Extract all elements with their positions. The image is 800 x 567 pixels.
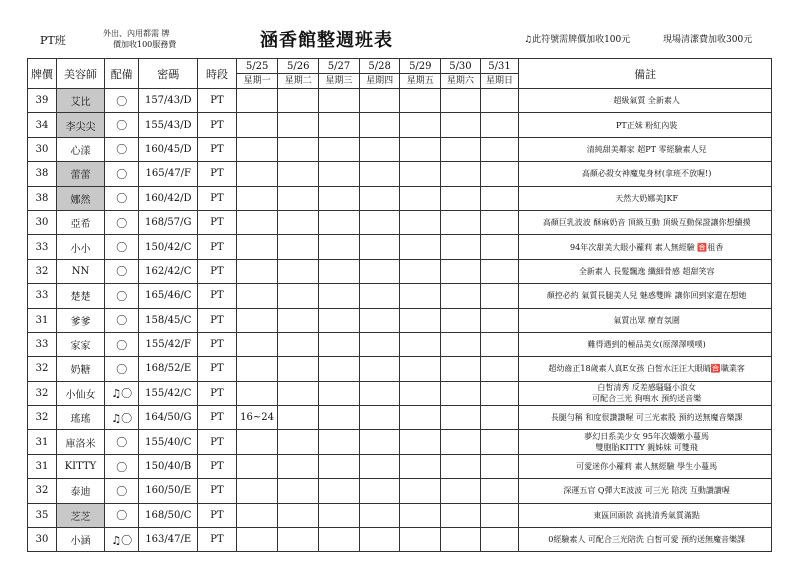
day-schedule-cell [236,89,278,113]
music-symbol-note: ♫此符號需牌價加收100元 [524,35,631,45]
day-schedule-cell [480,308,519,332]
price-cell: 30 [28,528,57,552]
day-schedule-cell [480,528,519,552]
day-schedule-cell [480,210,519,234]
table-row [28,332,772,356]
code-cell: 165/47/F [139,162,198,186]
day-schedule-cell [319,454,360,478]
day-schedule-cell [359,430,400,454]
table-header [28,59,772,89]
match-icon-cell: 〇 [105,430,139,454]
day-schedule-cell [480,259,519,283]
day-schedule-cell [278,406,319,430]
cleaning-fee-note: 現場清潔費加收300元 [663,35,753,45]
slot-cell: PT [198,113,237,137]
day-schedule-cell [278,210,319,234]
stylist-name-cell: 芝芝 [56,503,104,527]
day-schedule-cell [319,113,360,137]
slot-cell: PT [198,284,237,308]
slot-cell: PT [198,528,237,552]
day-schedule-cell [400,454,441,478]
day-schedule-cell [319,332,360,356]
day-schedule-cell [480,186,519,210]
remark-cell: 顏控必約 氣質長腿美人兒 魅惑雙眸 讓你回到家還在想她 [519,284,772,308]
match-icon-cell: ♫〇 [105,406,139,430]
day-schedule-cell [236,162,278,186]
day-schedule-cell [359,89,400,113]
day-schedule-cell [236,503,278,527]
match-icon-cell: 〇 [105,235,139,259]
day-schedule-cell [319,235,360,259]
day-schedule-cell [480,332,519,356]
col-match: 配備 [105,59,139,89]
day-schedule-cell [236,357,278,381]
day-schedule-cell [480,454,519,478]
day-schedule-cell [359,454,400,478]
day-schedule-cell [278,430,319,454]
day-schedule-cell [359,528,400,552]
service-fee-note-line1: 外出、內用都需 牌 [103,29,170,38]
remark-cell: 高顏必殺女神魔鬼身材(拿班不放喔!) [519,162,772,186]
day-date-header: 5/28 [359,59,400,74]
day-date-header: 5/26 [278,59,319,74]
price-cell: 31 [28,430,57,454]
day-schedule-cell [236,479,278,503]
day-schedule-cell [400,210,441,234]
price-cell: 35 [28,503,57,527]
match-icon-cell: ♫〇 [105,381,139,405]
day-schedule-cell [441,503,481,527]
match-icon-cell: 〇 [105,479,139,503]
day-schedule-cell [236,210,278,234]
day-schedule-cell [319,503,360,527]
day-schedule-cell [400,479,441,503]
table-row [28,503,772,527]
day-schedule-cell [319,479,360,503]
table-row [28,357,772,381]
day-schedule-cell [441,186,481,210]
price-cell: 32 [28,406,57,430]
match-icon-cell: 〇 [105,89,139,113]
day-schedule-cell [236,454,278,478]
day-schedule-cell [480,479,519,503]
day-schedule-cell [359,406,400,430]
day-date-header: 5/25 [236,59,278,74]
col-slot: 時段 [198,59,237,89]
day-schedule-cell [400,186,441,210]
table-row [28,113,772,137]
day-schedule-cell [278,357,319,381]
code-cell: 163/47/E [139,528,198,552]
remark-cell: 白皙清秀 反差感騷騷小浪女 可配合三光 狗鳴水 預約送音樂 [519,381,772,405]
day-schedule-cell [236,113,278,137]
stylist-name-cell: 泰迪 [56,479,104,503]
match-icon-cell: 〇 [105,259,139,283]
table-row [28,381,772,405]
stylist-name-cell: 亞希 [56,210,104,234]
day-schedule-cell [359,284,400,308]
remark-cell: 難得遇到的極品美女(原澤澤噗噗) [519,332,772,356]
match-icon-cell: 〇 [105,454,139,478]
stylist-name-cell: 庫洛米 [56,430,104,454]
day-schedule-cell [480,284,519,308]
day-schedule-cell [441,162,481,186]
day-schedule-cell [236,259,278,283]
slot-cell: PT [198,186,237,210]
day-schedule-cell [359,503,400,527]
day-schedule-cell [359,137,400,161]
stylist-name-cell: 爹爹 [56,308,104,332]
code-cell: 160/42/D [139,186,198,210]
day-schedule-cell [278,528,319,552]
day-schedule-cell [236,308,278,332]
day-schedule-cell [319,430,360,454]
day-schedule-cell [319,210,360,234]
match-icon-cell: 〇 [105,284,139,308]
stylist-name-cell: 艾比 [56,89,104,113]
code-cell: 160/50/E [139,479,198,503]
match-icon-cell: 〇 [105,113,139,137]
code-cell: 155/43/D [139,113,198,137]
day-schedule-cell [319,406,360,430]
price-cell: 38 [28,186,57,210]
day-schedule-cell [319,528,360,552]
slot-cell: PT [198,259,237,283]
table-row [28,479,772,503]
stylist-name-cell: 楚楚 [56,284,104,308]
stylist-name-cell: 奶糖 [56,357,104,381]
code-cell: 150/40/B [139,454,198,478]
day-schedule-cell [278,332,319,356]
day-weekday-header: 星期二 [278,74,319,89]
day-schedule-cell [359,235,400,259]
day-schedule-cell [319,357,360,381]
stylist-name-cell: 瑤瑤 [56,406,104,430]
day-schedule-cell [359,479,400,503]
price-cell: 31 [28,454,57,478]
day-schedule-cell [441,479,481,503]
stylist-name-cell: 蕾蕾 [56,162,104,186]
price-cell: 34 [28,113,57,137]
day-date-header: 5/31 [480,59,519,74]
code-cell: 155/42/F [139,332,198,356]
slot-cell: PT [198,503,237,527]
code-cell: 155/42/C [139,381,198,405]
day-schedule-cell [400,284,441,308]
code-cell: 168/50/C [139,503,198,527]
day-schedule-cell [441,284,481,308]
table-row [28,186,772,210]
match-icon-cell: 〇 [105,332,139,356]
day-schedule-cell [441,430,481,454]
price-cell: 32 [28,259,57,283]
table-body [28,89,772,552]
price-cell: 39 [28,89,57,113]
code-cell: 162/42/C [139,259,198,283]
day-schedule-cell [400,357,441,381]
match-icon-cell: 〇 [105,162,139,186]
day-schedule-cell [441,259,481,283]
slot-cell: PT [198,430,237,454]
service-fee-note [103,28,176,50]
price-cell: 32 [28,357,57,381]
price-cell: 33 [28,235,57,259]
day-schedule-cell [480,113,519,137]
day-schedule-cell [319,186,360,210]
day-schedule-cell [319,308,360,332]
day-schedule-cell [359,186,400,210]
stylist-name-cell: 心漾 [56,137,104,161]
day-schedule-cell [441,210,481,234]
slot-cell: PT [198,210,237,234]
code-cell: 165/46/C [139,284,198,308]
day-schedule-cell [400,406,441,430]
day-schedule-cell [359,332,400,356]
day-weekday-header: 星期六 [441,74,481,89]
table-row [28,528,772,552]
day-schedule-cell [278,454,319,478]
remark-cell: 夢幻日系美少女 95年次嬌嫩小蔓馬 雙胞胎KITTY 親姊妹 可雙飛 [519,430,772,454]
price-cell: 32 [28,479,57,503]
slot-cell: PT [198,381,237,405]
day-schedule-cell [400,89,441,113]
table-row [28,430,772,454]
day-date-header: 5/30 [441,59,481,74]
match-icon-cell: 〇 [105,210,139,234]
col-code: 密碼 [139,59,198,89]
slot-cell: PT [198,235,237,259]
day-schedule-cell [480,162,519,186]
remark-cell: 天然大奶娜美JKF [519,186,772,210]
day-schedule-cell [359,381,400,405]
day-schedule-cell [278,308,319,332]
table-row [28,210,772,234]
code-cell: 150/42/C [139,235,198,259]
code-cell: 164/50/G [139,406,198,430]
day-schedule-cell [236,332,278,356]
day-schedule-cell [278,89,319,113]
remark-cell: 全新素人 長髮飄逸 纖細骨感 超甜笑容 [519,259,772,283]
match-icon-cell: 〇 [105,186,139,210]
stylist-name-cell: 家家 [56,332,104,356]
table-row [28,162,772,186]
col-remark: 備註 [519,59,772,89]
day-schedule-cell [400,259,441,283]
day-schedule-cell [278,503,319,527]
day-schedule-cell [441,137,481,161]
day-schedule-cell [236,137,278,161]
price-cell: 33 [28,284,57,308]
day-schedule-cell [278,162,319,186]
match-icon-cell: 〇 [105,308,139,332]
remark-cell: 0經驗素人 可配合三光陪洗 白皙可愛 預約送無魔音樂課 [519,528,772,552]
day-schedule-cell [278,186,319,210]
day-schedule-cell [319,162,360,186]
day-schedule-cell [400,332,441,356]
day-schedule-cell [480,430,519,454]
page-header [0,0,800,58]
day-schedule-cell [400,528,441,552]
stylist-name-cell: NN [56,259,104,283]
remark-cell: 94年次甜美大眼小蘿莉 素人無經驗 🈴租香 [519,235,772,259]
day-schedule-cell [441,381,481,405]
day-schedule-cell [480,89,519,113]
match-icon-cell: 〇 [105,503,139,527]
service-fee-note-line2: 價加收100服務費 [113,40,177,49]
day-schedule-cell [441,332,481,356]
day-schedule-cell [319,381,360,405]
slot-cell: PT [198,162,237,186]
day-schedule-cell [441,113,481,137]
day-schedule-cell [400,503,441,527]
day-schedule-cell [236,235,278,259]
remark-cell: PT正妹 粉紅內裝 [519,113,772,137]
day-schedule-cell: 16~24 [236,406,278,430]
day-weekday-header: 星期四 [359,74,400,89]
price-cell: 33 [28,332,57,356]
table-row [28,137,772,161]
col-stylist: 美容師 [56,59,104,89]
day-schedule-cell [480,406,519,430]
remark-cell: 長腿勻稱 和度很讚讚喔 可三光素股 預約送無魔音樂課 [519,406,772,430]
day-schedule-cell [441,454,481,478]
match-icon-cell: ♫〇 [105,528,139,552]
day-schedule-cell [278,235,319,259]
day-weekday-header: 星期五 [400,74,441,89]
day-schedule-cell [236,528,278,552]
day-schedule-cell [278,137,319,161]
day-schedule-cell [278,113,319,137]
stylist-name-cell: 李尖尖 [56,113,104,137]
col-price: 牌價 [28,59,57,89]
day-schedule-cell [480,137,519,161]
remark-cell: 超幼齒正18歲素人真E女孩 白皙水汪汪大眼睛🈴職業客 [519,357,772,381]
table-row [28,89,772,113]
day-schedule-cell [441,357,481,381]
table-row [28,259,772,283]
day-schedule-cell [278,479,319,503]
weekly-schedule-table [27,58,772,552]
slot-cell: PT [198,406,237,430]
stylist-name-cell: KITTY [56,454,104,478]
stylist-name-cell: 小涵 [56,528,104,552]
remark-cell: 深運五官 Q彈大E波波 可三光 陪洗 互動讚讚喔 [519,479,772,503]
day-schedule-cell [278,284,319,308]
code-cell: 155/40/C [139,430,198,454]
table-row [28,406,772,430]
stylist-name-cell: 娜然 [56,186,104,210]
day-schedule-cell [319,284,360,308]
day-schedule-cell [400,308,441,332]
day-schedule-cell [236,430,278,454]
day-schedule-cell [359,357,400,381]
slot-cell: PT [198,454,237,478]
day-date-header: 5/29 [400,59,441,74]
remark-cell: 高顏巨乳波波 酥麻奶音 頂級互動 頂級互動保證讓你想續摸 [519,210,772,234]
remark-cell: 可愛迷你小蘿莉 素人無經驗 學生小蔓馬 [519,454,772,478]
match-icon-cell: 〇 [105,357,139,381]
day-schedule-cell [480,503,519,527]
day-schedule-cell [400,381,441,405]
day-schedule-cell [400,162,441,186]
day-schedule-cell [278,381,319,405]
day-schedule-cell [359,259,400,283]
code-cell: 168/57/G [139,210,198,234]
page-title: 涵香館整週班表 [260,30,393,51]
day-schedule-cell [400,137,441,161]
day-schedule-cell [359,210,400,234]
slot-cell: PT [198,479,237,503]
table-row [28,235,772,259]
stylist-name-cell: 小仙女 [56,381,104,405]
price-cell: 31 [28,308,57,332]
slot-cell: PT [198,357,237,381]
price-cell: 30 [28,210,57,234]
day-schedule-cell [359,162,400,186]
code-cell: 158/45/C [139,308,198,332]
day-weekday-header: 星期三 [319,74,360,89]
day-schedule-cell [480,381,519,405]
code-cell: 160/45/D [139,137,198,161]
code-cell: 157/43/D [139,89,198,113]
day-schedule-cell [400,430,441,454]
day-schedule-cell [278,259,319,283]
remark-cell: 清純甜美鄰家 超PT 零經驗素人兒 [519,137,772,161]
day-date-header: 5/27 [319,59,360,74]
match-icon-cell: 〇 [105,137,139,161]
price-cell: 32 [28,381,57,405]
price-cell: 38 [28,162,57,186]
code-cell: 168/52/E [139,357,198,381]
day-schedule-cell [319,137,360,161]
class-label: PT班 [40,34,66,47]
day-weekday-header: 星期一 [236,74,278,89]
stylist-name-cell: 小小 [56,235,104,259]
day-schedule-cell [441,528,481,552]
slot-cell: PT [198,89,237,113]
table-row [28,454,772,478]
day-schedule-cell [400,113,441,137]
day-schedule-cell [441,406,481,430]
day-schedule-cell [236,284,278,308]
day-schedule-cell [400,235,441,259]
day-schedule-cell [480,235,519,259]
day-schedule-cell [319,259,360,283]
day-schedule-cell [236,186,278,210]
day-schedule-cell [441,89,481,113]
price-cell: 30 [28,137,57,161]
day-schedule-cell [480,357,519,381]
day-schedule-cell [359,113,400,137]
day-schedule-cell [319,89,360,113]
remark-cell: 氣質出眾 療育氛圍 [519,308,772,332]
day-weekday-header: 星期日 [480,74,519,89]
slot-cell: PT [198,332,237,356]
day-schedule-cell [359,308,400,332]
day-schedule-cell [441,308,481,332]
remark-cell: 東區回頭款 高挑清秀氣質滿點 [519,503,772,527]
slot-cell: PT [198,137,237,161]
slot-cell: PT [198,308,237,332]
day-schedule-cell [441,235,481,259]
table-row [28,284,772,308]
day-schedule-cell [236,381,278,405]
table-row [28,308,772,332]
remark-cell: 超級氣質 全新素人 [519,89,772,113]
